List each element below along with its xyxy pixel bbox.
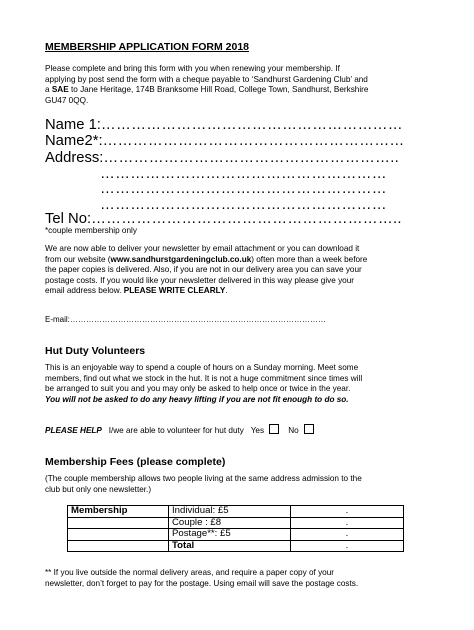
intro-line-1: Please complete and bring this form with you when renewing your membership. If <box>45 64 340 73</box>
newsletter-line-2 <box>45 255 367 266</box>
fees-label-cell <box>68 517 169 529</box>
hut-duty-heading: Hut Duty Volunteers <box>45 345 146 357</box>
no-label: No <box>288 426 299 435</box>
footnote-line-1: ** If you live outside the normal delivery areas, and require a paper copy of your <box>45 568 334 577</box>
no-checkbox[interactable] <box>304 424 314 434</box>
intro-line-2: applying by post send the form with a cheque payable to ‘Sandhurst Gardening Club’ and <box>45 74 368 84</box>
address-dots[interactable]: ………………………………………………….. <box>103 150 400 166</box>
table-row <box>68 540 404 552</box>
intro-line-3-post: to Jane Heritage, 174B Branksome Hill Road, College Town, Sandhurst, Berkshire <box>68 85 369 95</box>
intro-sae: SAE <box>51 85 69 95</box>
newsletter-line-4: postage costs. If you would like your newsletter delivered in this way please give your <box>45 275 355 285</box>
please-help-label: PLEASE HELP <box>45 426 102 435</box>
tel-dots[interactable]: …………………………………………………….. <box>91 211 402 227</box>
fees-label-cell: Membership <box>68 506 169 518</box>
name1-label: Name 1: <box>45 117 101 133</box>
intro-paragraph <box>45 64 368 106</box>
fees-line-1: (The couple membership allows two people living at the same address admission to the <box>45 474 362 483</box>
address-line-1[interactable] <box>100 166 387 182</box>
table-row <box>68 506 404 518</box>
tel-label: Tel No: <box>45 211 92 227</box>
newsletter-line-2-pre: from our website ( <box>45 254 111 264</box>
newsletter-line-2-post: ) often more than a week before <box>251 254 368 264</box>
fees-item-cell: Couple : £8 <box>169 517 291 529</box>
fees-value-cell[interactable]: . <box>291 529 404 541</box>
yes-label: Yes <box>250 426 265 435</box>
hut-line-3: be arranged to suit you and you may only be asked to help once or twice in the year. <box>45 384 351 394</box>
address-dots-3[interactable]: ………………………………………………… <box>100 197 387 213</box>
intro-line-3 <box>45 85 368 96</box>
fees-value-cell[interactable]: . <box>291 506 404 518</box>
fees-label-cell <box>68 529 169 541</box>
address-dots-1[interactable]: ………………………………………………… <box>100 166 387 182</box>
please-help-text: I/we are able to volunteer for hut duty <box>108 426 244 435</box>
newsletter-line-5-pre: email address below. <box>45 286 124 296</box>
fees-paragraph <box>45 474 362 495</box>
email-dots[interactable]: …………………………………………………………………………………… <box>69 315 326 324</box>
hut-line-2: members, find out what we stock in the hut. It is not a huge commitment since times will <box>45 373 363 383</box>
form-title: MEMBERSHIP APPLICATION FORM 2018 <box>45 41 250 53</box>
fees-value-cell[interactable]: . <box>291 540 404 552</box>
hut-line-4: You will not be asked to do any heavy lifting if you are not fit enough to do so. <box>45 394 349 404</box>
address-row[interactable] <box>45 150 399 166</box>
table-row <box>68 529 404 541</box>
intro-line-4: GU47 0QQ. <box>45 95 89 105</box>
fees-item-cell: Individual: £5 <box>169 506 291 518</box>
intro-line-3-pre: a <box>45 85 52 95</box>
email-row[interactable] <box>45 315 326 324</box>
fees-item-cell: Total <box>169 540 291 552</box>
name2-dots[interactable]: …………………………………………………… <box>102 133 405 149</box>
footnote-paragraph <box>45 568 358 589</box>
fees-item-cell: Postage**: £5 <box>169 529 291 541</box>
address-dots-2[interactable]: ………………………………………………… <box>100 181 387 197</box>
address-label: Address: <box>45 150 104 166</box>
footnote-line-2: newsletter, don’t forget to pay for the postage. Using email will save the postage costs. <box>45 578 359 588</box>
yes-checkbox[interactable] <box>269 424 279 434</box>
tel-row[interactable] <box>45 211 402 227</box>
membership-fees-heading: Membership Fees (please complete) <box>45 456 226 468</box>
address-line-2[interactable] <box>100 181 387 197</box>
write-clearly: PLEASE WRITE CLEARLY <box>123 286 226 296</box>
hut-duty-paragraph <box>45 363 362 405</box>
newsletter-line-5 <box>45 286 367 297</box>
email-label: E-mail: <box>45 315 70 324</box>
fees-label-cell <box>68 540 169 552</box>
newsletter-paragraph <box>45 244 367 297</box>
name1-dots[interactable]: …………………………………………………… <box>100 117 403 133</box>
table-row <box>68 517 404 529</box>
please-help-row <box>45 424 314 435</box>
newsletter-line-5-post: . <box>225 286 228 296</box>
name2-row[interactable] <box>45 133 405 149</box>
newsletter-line-3: the paper copies is delivered. Also, if you are not in our delivery area you can save your <box>45 265 362 275</box>
couple-note: *couple membership only <box>45 226 137 235</box>
hut-line-1: This is an enjoyable way to spend a couple of hours on a Sunday morning. Meet some <box>45 363 359 372</box>
name2-label: Name2*: <box>45 133 103 149</box>
newsletter-line-1: We are now able to deliver your newsletter by email attachment or you can download it <box>45 244 360 253</box>
fees-value-cell[interactable]: . <box>291 517 404 529</box>
name1-row[interactable] <box>45 117 403 133</box>
fees-line-2: club but only one newsletter.) <box>45 484 152 494</box>
membership-fees-table <box>67 505 404 552</box>
website-link[interactable]: www.sandhurstgardeningclub.co.uk <box>110 254 252 264</box>
